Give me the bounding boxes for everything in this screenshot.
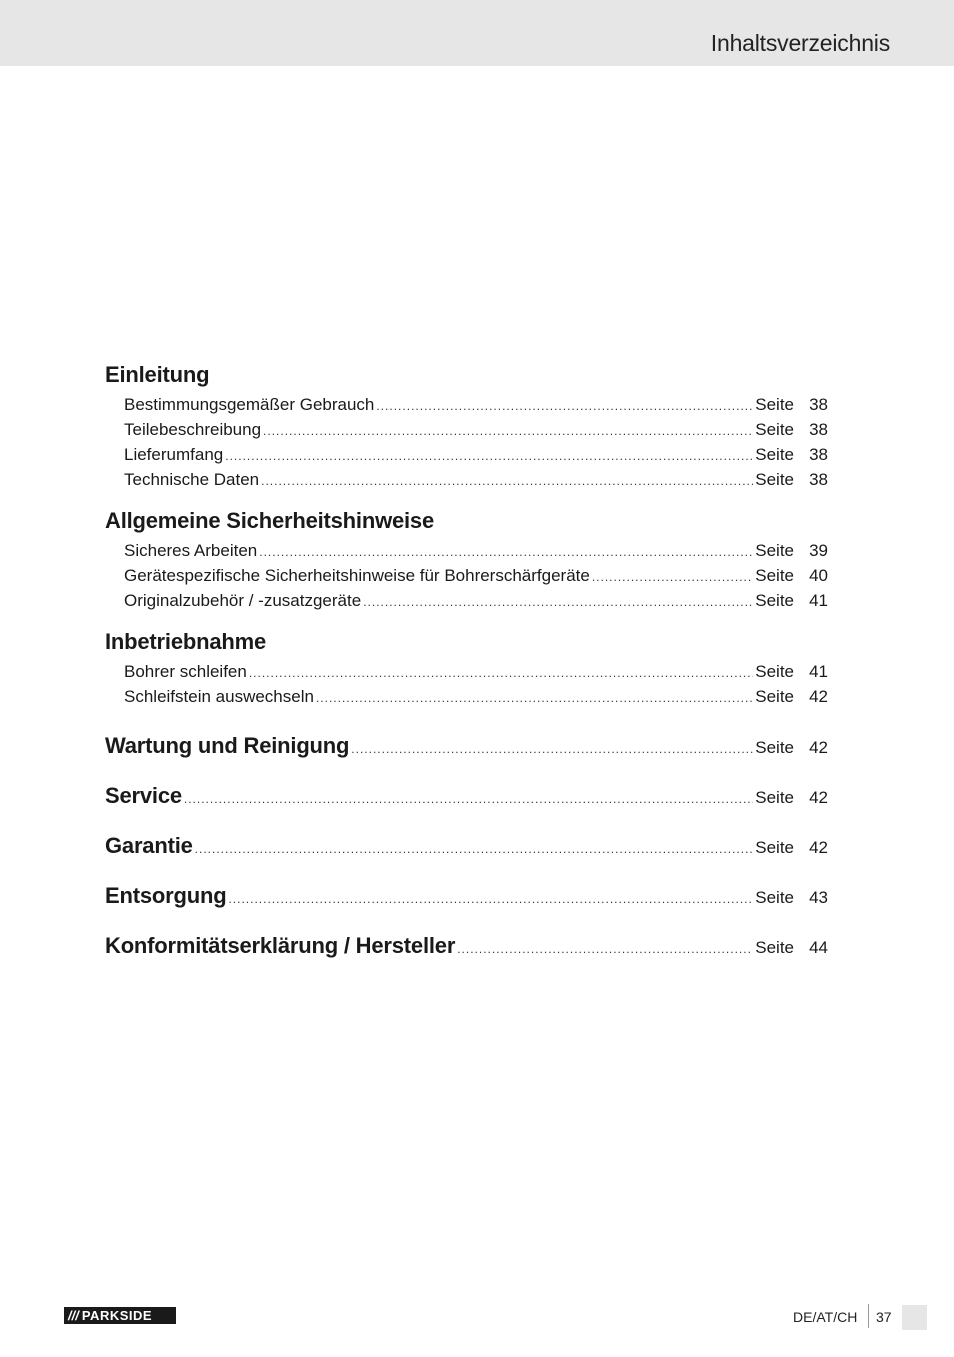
toc-entry[interactable] xyxy=(105,538,828,563)
toc-entry-label: Bestimmungsgemäßer Gebrauch xyxy=(124,395,375,414)
dot-leader xyxy=(263,419,753,444)
footer-divider xyxy=(868,1304,869,1328)
toc-entry-label: Teilebeschreibung xyxy=(124,420,262,439)
dot-leader xyxy=(316,686,753,711)
seite-label: Seite xyxy=(755,738,794,757)
toc-entry[interactable] xyxy=(105,684,828,709)
toc-entry[interactable] xyxy=(105,442,828,467)
seite-label: Seite xyxy=(755,938,794,957)
dot-leader xyxy=(225,444,753,469)
section-title: Allgemeine Sicherheitshinweise xyxy=(105,508,435,533)
toc-entry[interactable] xyxy=(105,467,828,492)
toc-entry-label: Technische Daten xyxy=(124,470,260,489)
toc-entry[interactable] xyxy=(105,563,828,588)
seite-label: Seite xyxy=(755,838,794,857)
section-title: Inbetriebnahme xyxy=(105,629,267,654)
table-of-contents xyxy=(105,358,828,971)
toc-main-entry[interactable] xyxy=(105,871,828,921)
toc-entry-label: Schleifstein auswechseln xyxy=(124,687,314,706)
toc-entry-label: Bohrer schleifen xyxy=(124,662,247,681)
toc-section-einleitung xyxy=(105,358,828,492)
dot-leader xyxy=(195,824,754,874)
footer-language: DE/AT/CH xyxy=(793,1309,858,1325)
logo-stripes: /// xyxy=(68,1308,79,1323)
toc-entry-label: Sicheres Arbeiten xyxy=(124,541,258,560)
page-number: 38 xyxy=(809,445,828,464)
toc-section-sicherheitshinweise xyxy=(105,504,828,613)
page-number: 42 xyxy=(809,738,828,757)
toc-main-entry-label: Konformitätserklärung / Hersteller xyxy=(105,933,456,958)
section-title: Einleitung xyxy=(105,362,210,387)
seite-label: Seite xyxy=(755,591,794,610)
seite-label: Seite xyxy=(755,687,794,706)
footer-tab-marker xyxy=(902,1305,927,1330)
dot-leader xyxy=(351,724,753,774)
dot-leader xyxy=(249,661,753,686)
toc-main-entry[interactable] xyxy=(105,721,828,771)
seite-label: Seite xyxy=(755,470,794,489)
page-number: 41 xyxy=(809,591,828,610)
toc-main-entry-label: Service xyxy=(105,783,182,808)
dot-leader xyxy=(261,469,753,494)
dot-leader xyxy=(228,874,753,924)
logo-text: PARKSIDE xyxy=(81,1308,153,1323)
page-number: 38 xyxy=(809,470,828,489)
page-number: 41 xyxy=(809,662,828,681)
seite-label: Seite xyxy=(755,788,794,807)
dot-leader xyxy=(376,394,753,419)
seite-label: Seite xyxy=(755,888,794,907)
toc-entry-label: Gerätespezifische Sicherheitshinweise für Bohrerschärfgeräte xyxy=(124,566,590,585)
page-number: 43 xyxy=(809,888,828,907)
toc-main-entry[interactable] xyxy=(105,921,828,971)
seite-label: Seite xyxy=(755,662,794,681)
page-number: 42 xyxy=(809,687,828,706)
page-number: 42 xyxy=(809,838,828,857)
toc-entry[interactable] xyxy=(105,392,828,417)
dot-leader xyxy=(184,774,753,824)
toc-main-entry[interactable] xyxy=(105,771,828,821)
toc-main-entry-label: Wartung und Reinigung xyxy=(105,733,350,758)
header-bar xyxy=(0,0,954,66)
toc-main-entry-label: Entsorgung xyxy=(105,883,227,908)
toc-main-entry-label: Garantie xyxy=(105,833,193,858)
seite-label: Seite xyxy=(755,541,794,560)
toc-entry-label: Lieferumfang xyxy=(124,445,224,464)
toc-entry[interactable] xyxy=(105,659,828,684)
toc-section-inbetriebnahme xyxy=(105,625,828,709)
page-number: 38 xyxy=(809,420,828,439)
footer-page-number: 37 xyxy=(876,1309,892,1325)
toc-entry-label: Originalzubehör / -zusatzgeräte xyxy=(124,591,362,610)
page-title: Inhaltsverzeichnis xyxy=(710,30,890,56)
page-number: 38 xyxy=(809,395,828,414)
seite-label: Seite xyxy=(755,445,794,464)
page-number: 42 xyxy=(809,788,828,807)
dot-leader xyxy=(592,565,753,590)
toc-entry[interactable] xyxy=(105,588,828,613)
toc-main-entries xyxy=(105,721,828,971)
dot-leader xyxy=(259,540,753,565)
toc-entry[interactable] xyxy=(105,417,828,442)
toc-main-entry[interactable] xyxy=(105,821,828,871)
dot-leader xyxy=(457,924,753,974)
seite-label: Seite xyxy=(755,566,794,585)
dot-leader xyxy=(363,590,753,615)
parkside-logo xyxy=(64,1307,176,1324)
seite-label: Seite xyxy=(755,420,794,439)
seite-label: Seite xyxy=(755,395,794,414)
page-number: 40 xyxy=(809,566,828,585)
page-number: 44 xyxy=(809,938,828,957)
page-number: 39 xyxy=(809,541,828,560)
